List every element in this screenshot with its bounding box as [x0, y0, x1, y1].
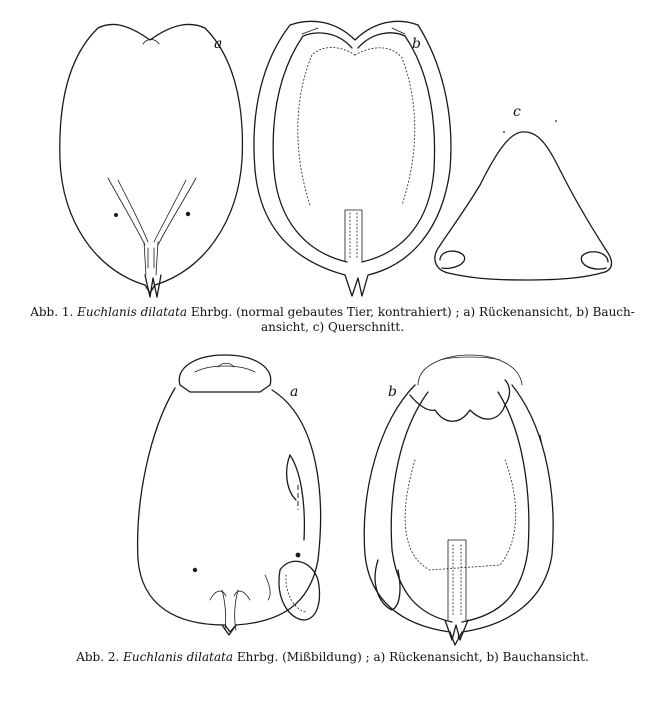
fig2-caption-species: Euchlanis dilatata	[123, 650, 234, 664]
fig1-caption-number: Abb. 1.	[30, 305, 74, 319]
fig1-caption-line1	[20, 305, 645, 320]
fig1-panel-label-b: b	[412, 36, 421, 52]
fig1a-dorsal-view-drawing	[60, 24, 243, 297]
fig2-panel-label-b: b	[388, 384, 397, 400]
fig1c-cross-section-drawing	[435, 120, 612, 280]
fig1-caption-line2: ansicht, c) Querschnitt.	[260, 320, 405, 334]
fig1-panel-label-a: a	[214, 36, 223, 52]
fig1-caption	[20, 305, 645, 335]
fig1-panel-label-c: c	[513, 104, 521, 120]
fig2-caption-rest: Ehrbg. (Mißbildung) ; a) Rückenansicht, b) Bauchansicht.	[233, 650, 589, 664]
fig2-caption	[20, 650, 645, 665]
fig1-caption-species: Euchlanis dilatata	[77, 305, 188, 319]
fig1b-ventral-view-drawing	[254, 21, 451, 296]
fig2-panel-label-a: a	[290, 384, 299, 400]
fig2-caption-number: Abb. 2.	[76, 650, 120, 664]
fig1-caption-rest: Ehrbg. (normal gebautes Tier, kontrahiert) ; a) Rückenansicht, b) Bauch-	[187, 305, 635, 319]
